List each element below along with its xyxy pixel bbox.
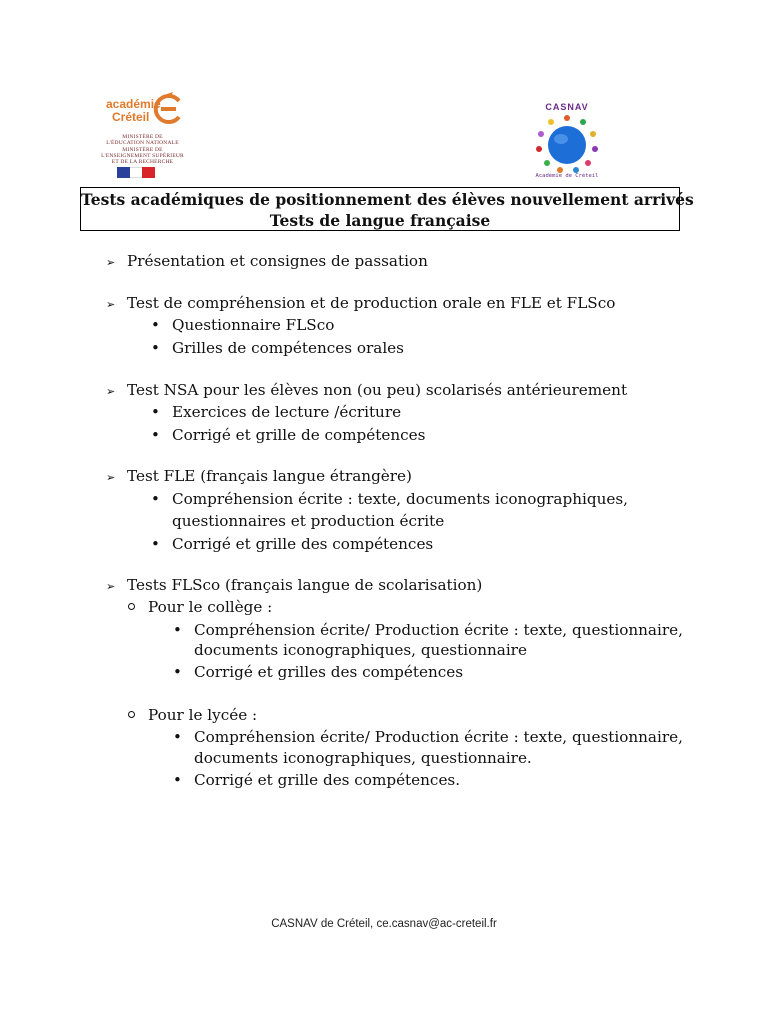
circle-bullet-icon <box>128 711 135 718</box>
section-heading: Test de compréhension et de production orale en FLE et FLSco <box>127 294 616 312</box>
bullet-icon: • <box>173 663 182 681</box>
list-item: Compréhension écrite/ Production écrite : texte, questionnaire, <box>194 728 683 746</box>
arrow-bullet-icon: ➢ <box>106 385 116 398</box>
casnav-logo <box>527 100 621 186</box>
ministry-line: MINISTÈRE DE <box>122 134 163 140</box>
subsection-label: Pour le lycée : <box>148 706 258 724</box>
page-footer: CASNAV de Créteil, ce.casnav@ac-creteil.fr <box>271 918 497 930</box>
bullet-icon: • <box>151 490 160 508</box>
casnav-logo-subtitle: Académie de Créteil <box>535 173 599 179</box>
french-flag-icon <box>117 167 155 178</box>
casnav-logo-title: CASNAV <box>545 102 589 112</box>
list-item: Compréhension écrite/ Production écrite : texte, questionnaire, <box>194 621 683 639</box>
section-heading: Test NSA pour les élèves non (ou peu) scolarisés antérieurement <box>127 381 628 399</box>
bullet-icon: • <box>173 621 182 639</box>
ministry-line: ET DE LA RECHERCHE <box>111 159 174 165</box>
section-heading: Test FLE (français langue étrangère) <box>127 467 412 485</box>
section-heading: Présentation et consignes de passation <box>127 252 428 270</box>
bullet-icon: • <box>151 426 160 444</box>
section-heading: Tests FLSco (français langue de scolarisation) <box>127 576 483 594</box>
bullet-icon: • <box>151 339 160 357</box>
subsection-label: Pour le collège : <box>148 598 273 616</box>
list-item: Corrigé et grilles des compétences <box>194 663 464 681</box>
globe-people-icon <box>534 114 600 174</box>
list-item: Compréhension écrite : texte, documents iconographiques, <box>172 490 628 508</box>
e-accent-icon <box>152 92 186 126</box>
ministry-line: MINISTÈRE DE <box>122 147 163 153</box>
bullet-icon: • <box>173 728 182 746</box>
list-item-continuation: questionnaires et production écrite <box>172 512 445 530</box>
list-item: Corrigé et grille des compétences. <box>194 771 461 789</box>
arrow-bullet-icon: ➢ <box>106 580 116 593</box>
list-item: Corrigé et grille de compétences <box>172 426 426 444</box>
circle-bullet-icon <box>128 603 135 610</box>
ministry-line: L'ENSEIGNEMENT SUPÉRIEUR <box>101 153 184 159</box>
list-item: Corrigé et grille des compétences <box>172 535 434 553</box>
bullet-icon: • <box>173 771 182 789</box>
document-subtitle: Tests de langue française <box>269 211 491 230</box>
arrow-bullet-icon: ➢ <box>106 298 116 311</box>
logo-academie-text: académie <box>106 97 161 111</box>
list-item-continuation: documents iconographiques, questionnaire. <box>194 749 532 767</box>
document-title-box <box>80 187 694 231</box>
bullet-icon: • <box>151 403 160 421</box>
list-item-continuation: documents iconographiques, questionnaire <box>194 641 527 659</box>
logo-creteil-text: Créteil <box>112 110 150 124</box>
list-item: Exercices de lecture /écriture <box>172 403 402 421</box>
ministry-line: L'ÉDUCATION NATIONALE <box>106 140 179 146</box>
bullet-icon: • <box>151 316 160 334</box>
academie-creteil-logo <box>90 94 195 179</box>
bullet-icon: • <box>151 535 160 553</box>
arrow-bullet-icon: ➢ <box>106 471 116 484</box>
arrow-bullet-icon: ➢ <box>106 256 116 269</box>
list-item: Grilles de compétences orales <box>172 339 404 357</box>
document-title: Tests académiques de positionnement des élèves nouvellement arrivés <box>81 190 694 209</box>
list-item: Questionnaire FLSco <box>172 316 335 334</box>
